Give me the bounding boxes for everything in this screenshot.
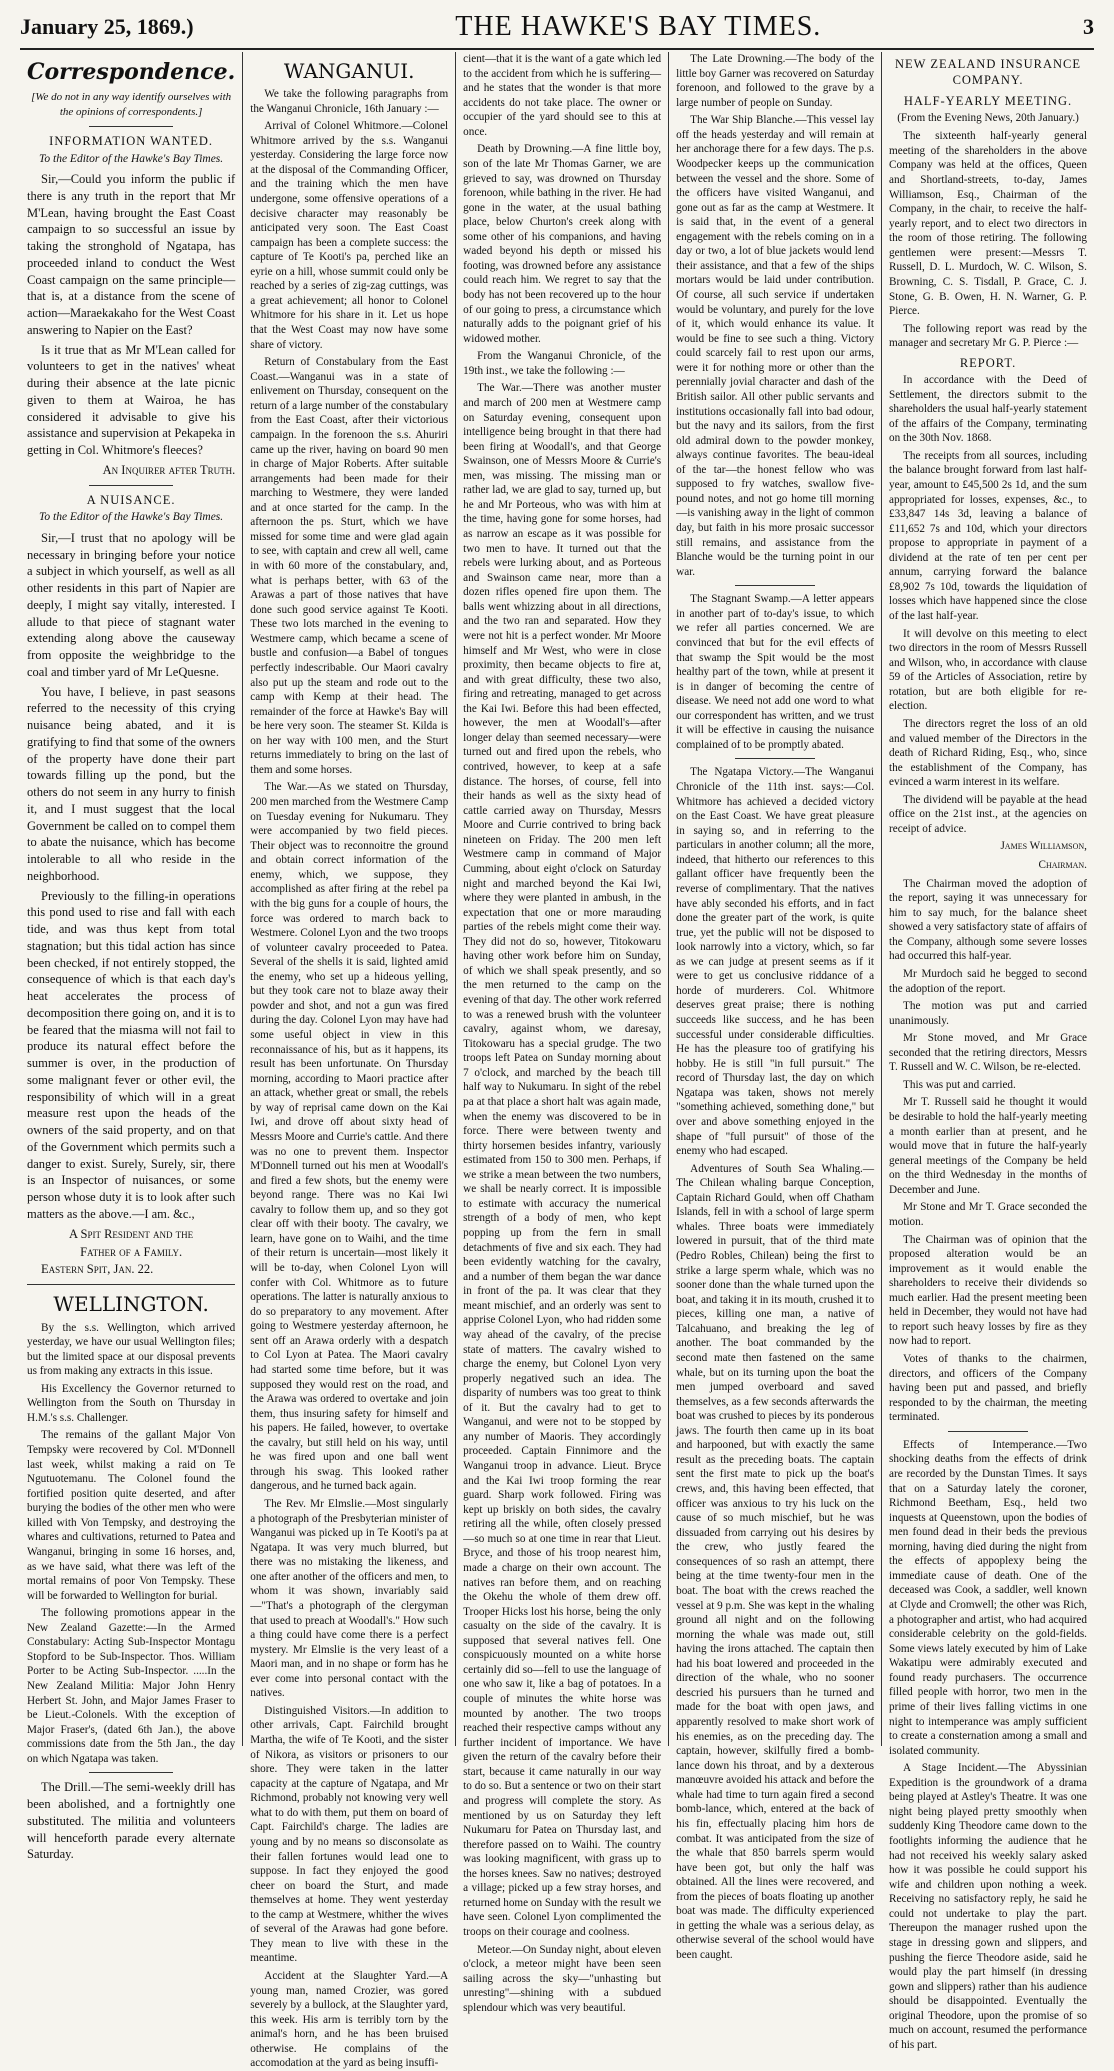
article-paragraph: Arrival of Colonel Whitmore.—Colonel Whitmore arrived by the s.s. Wanganui yesterday. Considering the large force now at the disposal of the Commanding Officer, and the training which the men have undergone, some offensive operations of a decisive character may reasonably be anticipated very soon. The East Coast campaign has been a complete success: the capture of Te Kooti's pa, perched like an eyrie on a hill, whose summit could only be reached by a series of zig-zag cuttings, was a great achievement; all honor to Colonel Whitmore for his share in it. Let us hope that the West Coast may now have some share of victory.: [250, 120, 449, 351]
letter-paragraph: Sir,—Could you inform the public if there is any truth in the report that Mr M'Lean, having brought the East Coast campaign to so successful an issue by taking the stronghold of Ngatapa, has proceeded inland to conduct the West Coast campaign on the same principle—that is, at a distance from the scene of action—Maraekakaho for the West Coast answering to Napier on the East?: [27, 172, 236, 337]
letter-title: INFORMATION WANTED.: [49, 133, 214, 148]
article-paragraph: Mr Stone moved, and Mr Grace seconded that the retiring directors, Messrs T. Russell and W. C. Wilson, be re-elected.: [889, 1032, 1087, 1074]
article-paragraph: The following report was read by the manager and secretary Mr G. P. Pierce :—: [889, 322, 1087, 350]
article-paragraph: Return of Constabulary from the East Coast.—Wanganui was in a state of enlivement on Thursday, consequent on the return of a large number of the constabulary from the East Coast, after their victorious campaign. In the forenoon the s.s. Ahuriri came up the river, having on board 90 men in charge of Major Roberts. After suitable arrangements had been made for their marching to Westmere, they were landed and at once started for the camp. In the afternoon the ps. Sturt, which we have missed for some time and were glad again to see, with captain and crew all well, came in with 60 more of the constabulary, and, what is perhaps better, with 63 of the Arawas a part of those natives that have done such good service against Te Kooti. These two lots marched in the evening to Westmere camp, which became a scene of bustle and confusion—a Babel of tongues perfectly indescribable. Our Maori cavalry also put up the steam and rode out to the camp with Kemp at their head. The remainder of the force at Hawke's Bay will be here very soon. The steamer St. Kilda is on her way with 100 men, and the Sturt returns immediately to bring on the last of them and some horses.: [250, 356, 449, 776]
column-3: [456, 52, 669, 2014]
article-paragraph: Mr Murdoch said he begged to second the adoption of the report.: [889, 967, 1087, 995]
page-columns: [20, 52, 1094, 2070]
report-signature: James Williamson,: [1000, 840, 1087, 853]
article-paragraph: It will devolve on this meeting to elect two directors in the room of Messrs Russell and Wilson, who, in accordance with clause 59 of the Articles of Association, retire by rotation, but are both eligible for re-election.: [889, 627, 1087, 713]
letter-addressee: To the Editor of the Hawke's Bay Times.: [39, 511, 224, 524]
section-subheading: HALF-YEARLY MEETING.: [903, 93, 1073, 108]
article-paragraph: Effects of Intemperance.—Two shocking deaths from the effects of drink are recorded by the Dunstan Times. It says that on a Saturday lately the coroner, Richmond Beetham, Esq., held two inquests at Queenstown, upon the bodies of men found dead in their beds the previous morning, having died during the night from the effects of appoplexy being the immediate cause of death. One of the deceased was Cook, a saddler, well known at Clyde and Cromwell; the other was Rich, a photographer and artist, who had acquired considerable celebrity on the gold-fields. Some views lately executed by him of Lake Wakatipu were admirably executed and found ready purchasers. The occurrence filled people with horror, two men in the prime of their lives falling victims in one night to intemperance was amply sufficient to create a consternation among a small and isolated community.: [889, 1438, 1087, 1757]
article-intro: From the Wanganui Chronicle, of the 19th inst., we take the following :—: [463, 350, 662, 377]
correspondence-heading: Correspondence.: [27, 59, 236, 85]
section-heading: WANGANUI.: [283, 59, 415, 83]
article-paragraph: The receipts from all sources, including the balance brought forward from last half-year, amount to £45,500 2s 1d, and the sum appropriated for losses, expenses, &c., to £33,847 14s 3d, leaving a balance of £11,652 7s and 10d, which your directors propose to appropriate in payment of a dividend at the rate of ten per cent per annum, carrying forward the balance £8,902 7s 10d, towards the liquidation of losses which have happened since the close of the last half-year.: [889, 449, 1087, 622]
letter-signature: A Spit Resident and the: [69, 1226, 194, 1241]
article-paragraph: By the s.s. Wellington, which arrived yesterday, we have our usual Wellington files; but the limited space at our disposal prevents us from making any extracts in this issue.: [27, 1321, 236, 1378]
article-paragraph: Distinguished Visitors.—In addition to other arrivals, Capt. Fairchild brought Martha, the wife of Te Kooti, and the sister of Nikora, as visitors or prisoners to our shore. They were taken in the latter capacity at the capture of Ngatapa, and Mr Richmond, probably not knowing very well what to do with them, put them on board of Capt. Fairchild's charge. The ladies are young and by no means so disconsolate as their fallen fortunes would lead one to suppose. In fact they enjoyed the good cheer on board the Sturt, and made themselves at home. They went yesterday to the camp at Westmere, whither the wives of several of the Arawas had gone before. They mean to live with these in the meantime.: [250, 1704, 449, 1965]
divider: [27, 1284, 235, 1285]
letter-dateline: Eastern Spit, Jan. 22.: [41, 1262, 154, 1276]
article-paragraph: The Late Drowning.—The body of the little boy Garner was recovered on Saturday forenoon, and followed to the grave by a large number of people on Sunday.: [676, 53, 875, 109]
article-paragraph: Death by Drowning.—A fine little boy, son of the late Mr Thomas Garner, we are grieved to say, was drowned on Thursday forenoon, while bathing in the river. He had gone in the water, at the usual bathing place, below Churton's creek along with some other of his companions, and having waded beyond his depth or missed his footing, was drowned before any assistance could reach him. We regret to say that the body has not been recovered up to the hour of our going to press, a circumstance which naturally adds to the poignant grief of his widowed mother.: [463, 143, 662, 345]
article-paragraph: The dividend will be payable at the head office on the 21st inst., at the agencies on receipt of advice.: [889, 793, 1087, 835]
article-paragraph: The sixteenth half-yearly general meeting of the shareholders in the above Company was held at the offices, Queen and Shortland-streets, to-day, James Williamson, Esq., Chairman of the Company, in the chair, to receive the half-yearly report, and to elect two directors in the room of those retiring. The following gentlemen were present:—Messrs T. Russell, D. L. Murdoch, W. C. Wilson, S. Browning, C. S. Tisdall, P. Grace, C. J. Stone, G. B. Owen, H. N. Warner, G. P. Pierce.: [889, 130, 1087, 318]
article-intro: We take the following paragraphs from the Wanganui Chronicle, 16th January :—: [250, 88, 449, 115]
article-paragraph: Accident at the Slaughter Yard.—A young man, named Crozier, was gored severely by a bullock, at the Slaughter yard, this week. His arm is terribly torn by the animal's horn, and he has been bruised otherwise. He complains of the accomodation at the yard as being insuffi-: [250, 1970, 449, 2070]
column-2: [243, 52, 456, 2070]
article-paragraph: In accordance with the Deed of Settlement, the directors submit to the shareholders the usual half-yearly statement of the affairs of the Company, terminating on the 30th Nov. 1868.: [889, 374, 1087, 445]
article-paragraph: Mr Stone and Mr T. Grace seconded the motion.: [889, 1201, 1087, 1228]
letter-signature: An Inquirer after Truth.: [102, 462, 236, 477]
article-paragraph: Meteor.—On Sunday night, about eleven o'clock, a meteor might have been seen sailing across the sky—"unhasting but unresting"—shining with a subdued splendour which was very beautiful.: [463, 1943, 662, 2014]
correspondence-disclaimer: [We do not in any way identify ourselves with the opinions of correspondents.]: [31, 91, 232, 119]
letter-paragraph: Is it true that as Mr M'Lean called for volunteers to get in the natives' wheat during their absence at the late picnic given to them at Wairoa, he has considered it advisable to give his assistance and supervision at Pekapeka in getting in Col. Whitmore's fleeces?: [27, 342, 236, 458]
article-paragraph: The Rev. Mr Elmslie.—Most singularly a photograph of the Presbyterian minister of Wanganui was picked up in Te Kooti's pa at Ngatapa. It was very much blurred, but there was no mistaking the likeness, and one after another of the officers and men, to whom it was shown, invariably said—"That's a photograph of the clergyman that used to preach at Woodall's." How such a thing could have come there is a perfect mystery. Mr Elmslie is the very least of a Maori man, and in no shape or form has he ever come into personal contact with the natives.: [250, 1498, 449, 1700]
article-paragraph: The following promotions appear in the New Zealand Gazette:—In the Armed Constabulary: Acting Sub-Inspector Montagu Stopford to be Sub-Inspector. Thos. William Porter to be Acting Sub-Inspector. .....In the New Zealand Militia: Major John Henry Herbert St. John, and Major James Fraser to be Lieut.-Colonels. With the exception of Major Fraser's, (dated 6th Jan.), the above commissions date from the 5th Jan., the day on which Ngatapa was taken.: [27, 1607, 236, 1765]
article-paragraph: The War Ship Blanche.—This vessel lay off the heads yesterday and will remain at her anchorage there for a few days. The p.s. Woodpecker keeps up the communication between the vessel and the shore. Some of the officers have visited Wanganui, and gone out as far as the camp at Westmere. It is said that, in the event of a general engagement with the rebels coming on in a day or two, a lot of blue jackets would lend their assistance, and that a few of the ships mortars would be laid under contribution. Of course, all such service if undertaken would be voluntary, and purely for the love of it, which would enhance its value. It would be fine to see such a thing. Victory could scarcely fail to rest upon our arms, were it for nothing more or other than the perennially jovial character and dash of the British sailor. All other public servants and institutions occasionally fall into bad odour, but the navy and its sailors, from the first old admiral down to the powder monkey, always continue favorites. The beau-ideal of the tar—the honest fellow who was supposed to fry watches, swallow five-pound notes, and not go home till morning—is vanishing away in the light of common day, but faith in his more prosaic successor still remains, and assistance from the Blanche would be the turning point in our war.: [676, 114, 875, 578]
newspaper-title: THE HAWKE'S BAY TIMES.: [455, 11, 822, 42]
divider: [89, 126, 172, 127]
article-paragraph: The Ngatapa Victory.—The Wanganui Chronicle of the 11th inst. says:—Col. Whitmore has achieved a decided victory on the East Coast. We have great pleasure in saying so, and in referring to the particulars in another column; all the more, indeed, that hitherto our references to this gallant officer have frequently been the reverse of complimentary. That the natives have ably seconded his efforts, and in fact done the greater part of the work, is quite true, yet the public will not be disposed to look narrowly into a victory, which, so far as we can judge at present seems as if it were to get us conclusive riddance of a horde of murderers. Col. Whitmore deserves great praise; there is nothing succeeds like success, and he has been successful under considerable difficulties. He has the pleasure too of gratifying his hobby. He is still "in full pursuit." The record of Thursday last, the day on which Ngatapa was taken, shows not merely "something achieved, something done," but over and above something enjoyed in the shape of "full pursuit" of those of the enemy who had escaped.: [676, 766, 875, 1158]
article-paragraph: Adventures of South Sea Whaling.—The Chilean whaling barque Conception, Captain Richard Gould, when off Chatham Islands, fell in with a school of large sperm whales. Three boats were immediately lowered in pursuit, that of the third mate (Pedro Robles, Chilean) being the first to strike a large sperm whale, which was no sooner done than the whale turned upon the boat, and taking it in its mouth, crushed it to pieces, killing one man, a native of Talcahuano, and breaking the leg of another. The boat commanded by the second mate then fastened on the same whale, but on its turning upon the boat the men jumped overboard and saved themselves, as a few seconds afterwards the boat was crushed to pieces by its ponderous jaws. The fourth then came up in its boat and harpooned, but with exactly the same result as the preceding boats. The captain sent the first mate to pick up the boat's crews, and, this having been effected, that officer was anxious to try his luck on the cause of so much mischief, but he was dissuaded from carrying out his desires by the crew, who justly feared the consequences of so rash an attempt, there being at the time twenty-four men in the boat. The boat with the crews reached the vessel at 9 p.m. She was kept in the whaling ground all night and on the following morning the whale was made out, still having the irons attached. The captain then had his boat lowered and proceeded in the direction of the whale, who no sooner descried his pursuers than he turned and made for the boat with open jaws, and apparently resolved to make short work of his enemies, as on the preceding day. The captain, however, skilfully fired a bomb-lance down his throat, and by a dexterous manœuvre avoided his attack and before the whale had time to turn again fired a second bomb-lance, which, entered at the back of his fin, effectually placing him hors de combat. It was anticipated from the size of the whale that 850 barrels sperm would have been got, but only the half was obtained. All the lines were recovered, and from the pieces of boats floating up another boat was made. The difficulty experienced in getting the whale was a serious delay, as otherwise several of the school would have been caught.: [676, 1162, 875, 1961]
column-1: [20, 52, 243, 1862]
letter-paragraph: Previously to the filling-in operations this pond used to rise and fall with each tide, and was thus kept from total stagnation; but this tidal action has since been checked, if not entirely stopped, the consequence of which is that each day's heat accelerates the process of decomposition there going on, and it is to be feared that the miasma will not fail to produce its natural effect before the summer is over, in the production of some malignant fever or other evil, the responsibility of which will in a great measure rest upon the heads of the owners of the said property, and on that of the Government which permits such a danger to exist. Surely, Surely, sir, there is an Inspector of nuisances, or some person whose duty it is to look after such matters as the above.—I am. &c.,: [27, 888, 236, 1221]
section-heading: WELLINGTON.: [53, 1291, 209, 1316]
article-paragraph: This was put and carried.: [903, 1078, 1016, 1091]
page-number: 3: [1083, 14, 1094, 39]
article-paragraph: The Stagnant Swamp.—A letter appears in another part of to-day's issue, to which we refer all parties concerned. We are convinced that but for the evil effects of that swamp the Spit would be the most healthy part of the town, while at present it is in danger of becoming the centre of disease. We need not add one word to what our correspondent has written, and we trust it will be effective in causing the nuisance complained of to be promptly abated.: [676, 593, 875, 751]
article-paragraph: Votes of thanks to the chairmen, directors, and officers of the Company having been put and passed, and briefly responded to by the chairman, the meeting terminated.: [889, 1353, 1087, 1424]
article-paragraph: The Chairman moved the adoption of the report, saying it was unnecessary for him to say much, for the balance sheet showed a very satisfactory state of affairs of the Company, although some severe losses had occurred this half-year.: [889, 877, 1087, 963]
article-paragraph: The Chairman was of opinion that the proposed alteration would be an improvement as it would enable the shareholders to receive their dividends so much earlier. Had the present meeting been held in December, they would not have had to report such heavy losses by fire as they now had to report.: [889, 1233, 1087, 1348]
divider: [89, 485, 172, 486]
divider: [948, 1431, 1027, 1432]
article-paragraph: A Stage Incident.—The Abyssinian Expedition is the groundwork of a drama being played at Astley's Theatre. It was one night being played pretty smoothly when suddenly King Theodore came down to the footlights informing the audience that he had not received his weekly salary asked how it was possible he could support his wife and children upon nothing a week. Receiving no satisfactory reply, he said he could not undertake to play the part. Thereupon the manager rushed upon the stage in dressing gown and slippers, and pushing the fierce Theodore aside, said he would play the part himself (in dressing gown and slippers) rather than his audience should be disappointed. Eventually the original Theodore, upon the promise of so much on account, resumed the performance of his part.: [889, 1762, 1087, 2051]
article-paragraph: cient—that it is the want of a gate which led to the accident from which he is suffering—and he states that the wonder is that more accidents do not take place. The owner or occupier of the yard should see to this at once.: [463, 53, 662, 138]
column-5: [882, 52, 1094, 2051]
report-signature-title: Chairman.: [1038, 859, 1087, 871]
article-paragraph: His Excellency the Governor returned to Wellington from the South on Thursday in H.M.'s s.s. Challenger.: [27, 1382, 236, 1424]
divider: [735, 585, 814, 586]
letter-paragraph: You have, I believe, in past seasons referred to the necessity of this crying nuisance being abated, and it is gratifying to find that some of the owners of the property have done their part towards filling up the pond, but the others do not seem in any hurry to finish it, and I must suggest that the local Government be called on to compel them to abate the nuisance, which has become intolerable to all who reside in the neighborhood.: [27, 684, 236, 883]
article-paragraph: The directors regret the loss of an old and valued member of the Directors in the death of Richard Riding, Esq., who, since the establishment of the Company, has evinced a warm interest in its welfare.: [889, 717, 1087, 789]
header-rule: [20, 48, 1094, 50]
article-paragraph: The Drill.—The semi-weekly drill has been abolished, and a fortnightly one substituted. The militia and volunteers will henceforth parade every alternate Saturday.: [27, 1780, 236, 1862]
divider: [89, 1772, 172, 1773]
page-header: [20, 10, 1094, 44]
letter-paragraph: Sir,—I trust that no apology will be necessary in bringing before your notice a subject in which yourself, as well as all other residents in this part of Napier are deeply, I might say vitally, interested. I allude to that piece of stagnant water extending along above the causeway from opposite the weighbridge to the coal and timber yard of Mr LeQuesne.: [27, 530, 236, 679]
report-heading: REPORT.: [959, 355, 1017, 370]
letter-title: A NUISANCE.: [86, 492, 176, 507]
letter-addressee: To the Editor of the Hawke's Bay Times.: [39, 152, 224, 165]
article-paragraph: Mr T. Russell said he thought it would be desirable to hold the half-yearly meeting a month earlier than at present, and he would move that in future the half-yearly general meetings of the Company be held on the third Wednesday in the months of December and June.: [889, 1096, 1087, 1196]
divider: [735, 758, 814, 759]
article-source: (From the Evening News, 20th January.): [897, 111, 1079, 124]
column-4: [669, 52, 882, 1961]
article-paragraph: The War.—As we stated on Thursday, 200 men marched from the Westmere Camp on Tuesday evening for Nukumaru. They were accompanied by two field pieces. Their object was to reconnoitre the ground and obtain correct information of the enemy, which, we suppose, they accomplished as after firing at the rebel pa with the big guns for a couple of hours, the force was ordered to march back to Westmere. Colonel Lyon and the two troops of volunteer cavalry proceeded to Patea. Several of the shells it is said, lighted amid the enemy, who set up a hideous yelling, but they took care not to blaze away their powder and shot, and not a gun was fired during the day. Colonel Lyon may have had some useful object in view in this reconnaissance of his, but as it happens, its result has been unfortunate. On Thursday morning, according to Maori practice after an attack, whether great or small, the rebels by way of reprisal came down on the Kai Iwi, and drove off about sixty head of Messrs Moore and Currie's cattle. And there was no one to prevent them. Inspector M'Donnell turned out his men at Woodall's and fired a few shots, but the enemy were beyond range. There was no Kai Iwi cavalry to follow them up, and so they got clear off with their booty. The cavalry, we learn, have gone on to Waihi, and the time of their return is uncertain—most likely it will be to-day, when Colonel Lyon will confer with Col. Whitmore as to future operations. The latter is naturally anxious to do so preparatory to any movement. After going to Westmere yesterday afternoon, he sent off an Arawa orderly with a despatch to Col Lyon at Patea. The Maori cavalry had started some time before, but it was supposed they would rest on the road, and the Arawa was ordered to overtake and join them, thus insuring safety for himself and his papers. He failed, however, to overtake the cavalry, but still held on his way, until he was fired upon and one ball went through his swag. This looked rather dangerous, and he turned back again.: [250, 781, 449, 1493]
letter-signature: Father of a Family.: [80, 1245, 183, 1260]
article-paragraph: The remains of the gallant Major Von Tempsky were recovered by Col. M'Donnell last week, whilst making a raid on Te Ngutuotemanu. The Colonel found the fortified position quite deserted, and after burying the bodies of the other men who were killed with Von Tempsky, and destroying the whares and cultivations, returned to Patea and Wanganui, bringing in some 16 horses, and, as we have said, what there was left of the mortal remains of poor Von Tempsky. These will be forwarded to Wellington for burial.: [27, 1429, 236, 1602]
issue-date: January 25, 1869.): [20, 14, 194, 39]
section-heading: NEW ZEALAND INSURANCE COMPANY.: [894, 57, 1082, 88]
article-paragraph: The motion was put and carried unanimously.: [889, 1000, 1087, 1027]
article-paragraph: The War.—There was another muster and march of 200 men at Westmere camp on Saturday evening, consequent upon intelligence being brought in that there had been firing at Woodall's, and that George Swainson, one of Messrs Moore & Currie's men, was missing. The missing man or rather lad, we are glad to say, turned up, but he and Mr Porteous, who was with him at the time, having gone for some horses, had as narrow an escape as it was possible for two men to have. It turned out that the rebels were lurking about, and as Porteous and Swainson came near, more than a dozen rifles opened fire upon them. The balls went whizzing about in all directions, and the two ran and separated. How they were not hit is a perfect wonder. Mr Moore himself and Mr West, who were in close proximity, then became objects to fire at, and with great difficulty, these two also, firing and retreating, managed to get across the Kai Iwi. Before this had been effected, however, the men at Woodall's—after longer delay than seemed necessary—were turned out and fired upon the rebels, who contrived, however, to keep at a safe distance. The horses, of course, fell into their hands as well as the sixty head of cattle carried away on Thursday, Messrs Moore and Currie contrived to bring back nineteen on Friday. The 200 men left Westmere camp in command of Major Cumming, about eight o'clock on Saturday night and marched beyond the Kai Iwi, where they were planted in ambush, in the expectation that one or more marauding parties of the rebels might come their way. They did not do so, however, Titokowaru having other work before him on Sunday, of which we shall speak presently, and so the men returned to the camp on the evening of that day. The other work referred to was a renewed brush with the volunteer cavalry, against whom, we daresay, Titokowaru has a special grudge. The two troops left Patea on Sunday morning about 7 o'clock, and marched by the beach till half way to Nukumaru. In sight of the rebel pa at that place a short halt was again made, when the enemy was discovered to be in force. There were between twenty and thirty horsemen besides infantry, variously estimated from 150 to 300 men. Perhaps, if we strike a mean between the two numbers, we shall be nearly correct. It is impossible to estimate with accuracy the numerical strength of a body of men, who kept popping up from the fern in small detachments of five and six each. They had been evidently watching for the cavalry, and a number of them began the war dance in front of the pa. It was clear that they meant mischief, and an orderly was sent to apprise Colonel Lyon, who had ridden some way ahead of the cavalry, of the precise state of matters. The cavalry wished to charge the enemy, but Colonel Lyon very properly negatived such an idea. The disparity of numbers was too great to think of it. But the cavalry had to get to Wanganui, and were not to be stopped by any number of Maoris. They accordingly proceeded. Captain Finnimore and the Wanganui troop in advance. Lieut. Bryce and the Kai Iwi troop forming the rear guard. Sharp work followed. Firing was kept up briskly on both sides, the cavalry retiring all the while, often closely pressed—so much so at one time in rear that Lieut. Bryce, and those of his troop nearest him, made a charge on their own account. The natives ran before them, and on reaching the Okehu the whole of them drew off. Trooper Hicks lost his horse, being the only casualty on the side of the cavalry. It is supposed that several natives fell. One conspicuously mounted on a white horse certainly did so—fell to use the language of one who saw it, like a bag of potatoes. In a couple of minutes the white horse was mounted by another. The two troops reached their respective camps without any further incident of importance. We have given the return of the cavalry before their start, because it came naturally in our way to do so. But a sentence or two on their start and progress will complete the story. As mentioned by us on Saturday they left Nukumaru for Patea on Thursday last, and therefore passed on to Waihi. The country was looking magnificent, with grass up to the horses knees. Saw no natives; destroyed a village; picked up a few stray horses, and returned home on Sunday with the result we have seen. Colonel Lyon complimented the troops on their courage and coolness.: [463, 382, 662, 1938]
